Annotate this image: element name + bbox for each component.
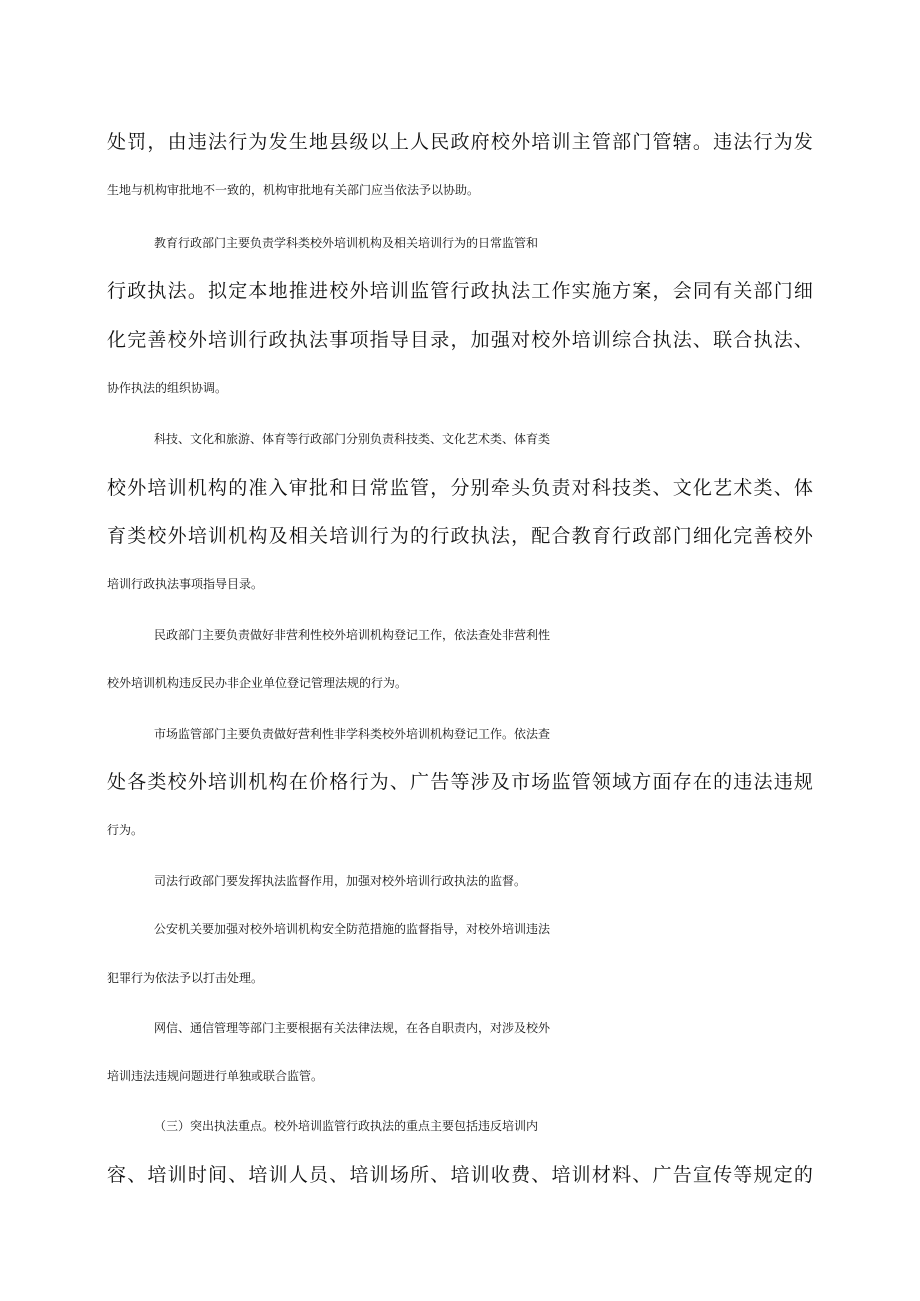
p2-line-4: 协作执法的组织协调。 [107,381,228,395]
p5-line-1: 市场监管部门主要负责做好营利性非学科类校外培训机构登记工作。依法查 [154,727,551,741]
p1-line-2: 生地与机构审批地不一致的，机构审批地有关部门应当依法予以协助。 [107,183,480,197]
p5-line-2: 处 各 类 校 外 培 训 机 构 在 价 格 行 为 、 广 告 等 涉 及 市 场 监 管 领 域 方 面 存 在 的 违 法 违 规 [107,771,813,793]
p8-line-2: 培训违法违规问题进行单独或联合监管。 [107,1069,324,1083]
p2-line-2: 行 政 执 法 。 拟 定 本 地 推 进 校 外 培 训 监 管 行 政 执 法 工 作 实 施 方 案 ， 会 同 有 关 部 门 细 [107,280,813,302]
p7-line-2: 犯罪行为依法予以打击处理。 [107,971,264,985]
p4-line-1: 民政部门主要负责做好非营利性校外培训机构登记工作，依法查处非营利性 [154,628,551,642]
p9-line-2: 容 、 培 训 时 间 、 培 训 人 员 、 培 训 场 所 、 培 训 收 费 、 培 训 材 料 、 广 告 宣 传 等 规 定 的 [107,1164,813,1186]
p5-line-3: 行为。 [107,823,144,837]
p6-line-1: 司法行政部门要发挥执法监督作用，加强对校外培训行政执法的监督。 [154,874,527,888]
p3-line-3: 育 类 校 外 培 训 机 构 及 相 关 培 训 行 为 的 行 政 执 法 ， 配 合 教 育 行 政 部 门 细 化 完 善 校 外 [107,525,813,547]
p3-line-1: 科技、文化和旅游、体育等行政部门分别负责科技类、文化艺术类、体育类 [154,432,551,446]
p8-line-1: 网信、通信管理等部门主要根据有关法律法规，在各自职责内，对涉及校外 [154,1021,551,1035]
p9-line-1: （三）突出执法重点。校外培训监管行政执法的重点主要包括违反培训内 [154,1119,539,1133]
p2-line-3: 化 完 善 校 外 培 训 行 政 执 法 事 项 指 导 目 录 ， 加 强 对 校 外 培 训 综 合 执 法 、 联 合 执 法 、 [107,329,813,351]
p4-line-2: 校外培训机构违反民办非企业单位登记管理法规的行为。 [107,676,408,690]
p3-line-4: 培训行政执法事项指导目录。 [107,577,264,591]
p1-line-1: 处 罚 ， 由 违 法 行 为 发 生 地 县 级 以 上 人 民 政 府 校 外 培 训 主 管 部 门 管 辖 。 违 法 行 为 发 [107,131,813,153]
p7-line-1: 公安机关要加强对校外培训机构安全防范措施的监督指导，对校外培训违法 [154,922,551,936]
p3-line-2: 校 外 培 训 机 构 的 准 入 审 批 和 日 常 监 管 ， 分 别 牵 头 负 责 对 科 技 类 、 文 化 艺 术 类 、 体 [107,477,813,499]
p2-line-1: 教育行政部门主要负责学科类校外培训机构及相关培训行为的日常监管和 [154,236,539,250]
